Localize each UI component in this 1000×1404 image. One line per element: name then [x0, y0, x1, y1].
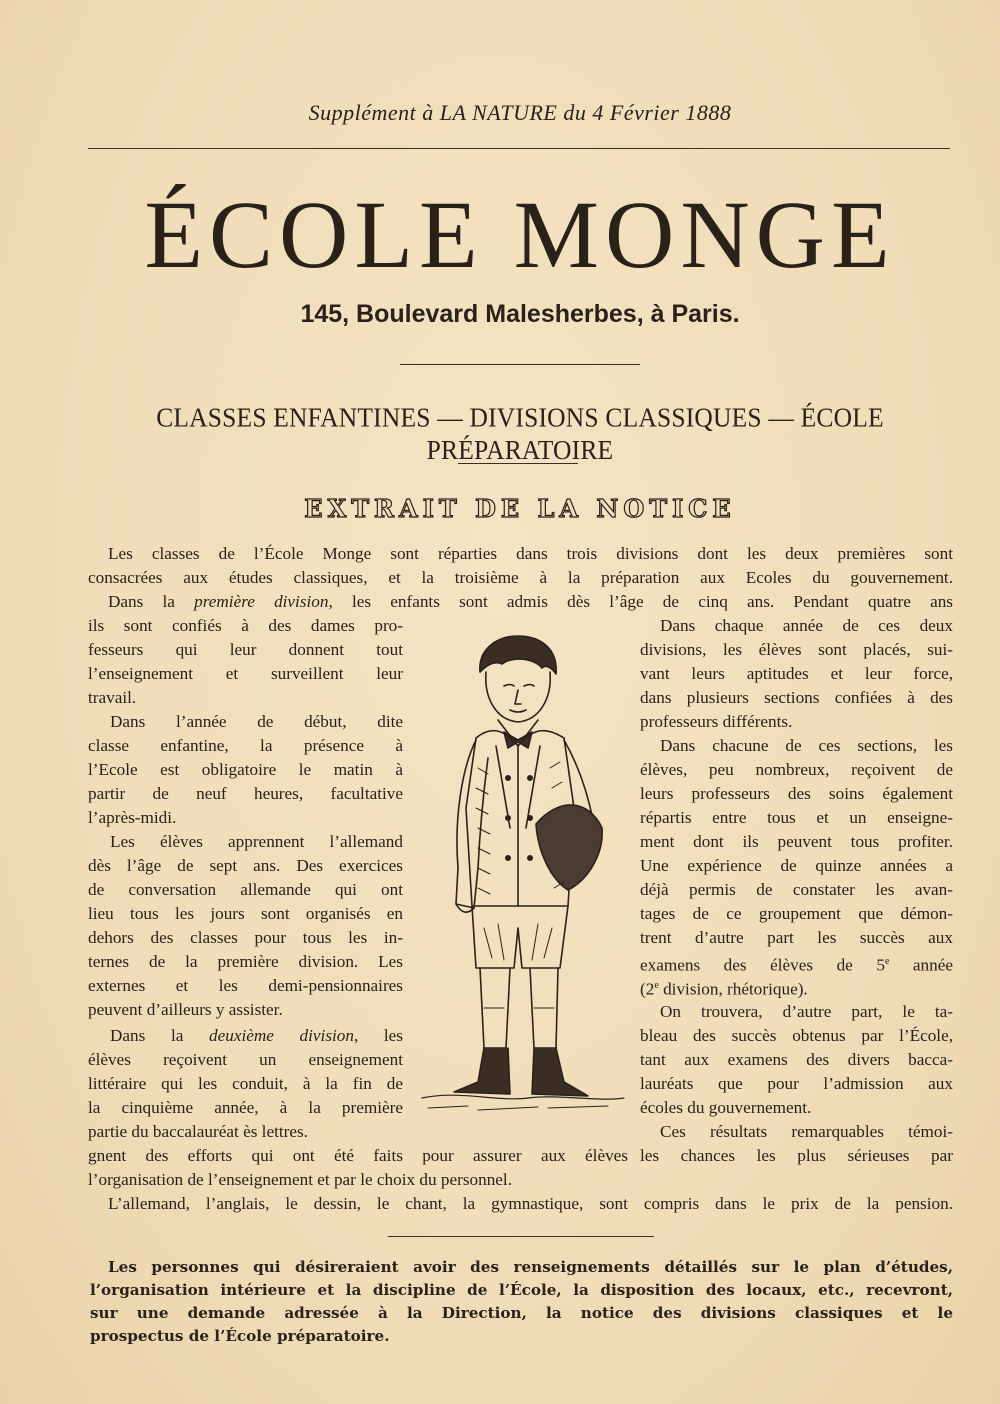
text-line: tages de ce groupement que démon-: [640, 904, 953, 923]
text-line: classe enfantine, la présence à: [88, 736, 403, 755]
text-line: peuvent d’ailleurs y assister.: [88, 1000, 283, 1019]
text-line: déjà permis de constater les avan-: [640, 880, 953, 899]
text-line: ils sont confiés à des dames pro-: [88, 616, 403, 635]
footer-line: prospectus de l’École préparatoire.: [90, 1327, 390, 1345]
text-line: ment dont ils peuvent tous profiter.: [640, 832, 953, 851]
text-line: dès l’âge de sept ans. Des exercices: [88, 856, 403, 875]
text-line: la cinquième année, à la première: [88, 1098, 403, 1117]
text-line: l’organisation de l’enseignement et par le choix du personnel.: [88, 1170, 512, 1189]
page-title: ÉCOLE MONGE: [144, 181, 896, 288]
text-line: Dans chacune de ces sections, les: [660, 736, 953, 755]
text-line: Dans chaque année de ces deux: [660, 616, 953, 635]
text-line: ternes de la première division. Les: [88, 952, 403, 971]
text-line: littéraire qui les conduit, à la fin de: [88, 1074, 403, 1093]
emphasis-premiere-division: première division: [194, 592, 329, 611]
text-line: l’après-midi.: [88, 808, 177, 827]
text-line: leurs professeurs des soins également: [640, 784, 953, 803]
text-line: l’Ecole est obligatoire le matin à: [88, 760, 403, 779]
text-line: de conversation allemande qui ont: [88, 880, 403, 899]
classes-line: CLASSES ENFANTINES — DIVISIONS CLASSIQUES — ÉCOLE PRÉPARATOIRE: [156, 401, 884, 466]
text-line: répartis entre tous et un enseigne-: [640, 808, 953, 827]
text-line: les chances les plus sérieuses par: [640, 1146, 953, 1165]
text-line: l’enseignement et surveillent leur: [88, 664, 403, 683]
text-line: élèves, peu nombreux, reçoivent de: [640, 760, 953, 779]
classes-rule: [458, 463, 578, 464]
text-line: Les élèves apprennent l’allemand: [110, 832, 403, 851]
section-title: EXTRAIT DE LA NOTICE: [304, 494, 736, 523]
schoolboy-illustration: [418, 628, 628, 1128]
text-line: Dans la deuxième division, les: [110, 1026, 403, 1045]
text-line: bleau des succès obtenus par l’École,: [640, 1026, 953, 1045]
address-rule: [400, 364, 640, 365]
text-line: élèves reçoivent un enseignement: [88, 1050, 403, 1069]
text-line: dehors des classes pour tous les in-: [88, 928, 403, 947]
text-line: externes et les demi-pensionnaires: [88, 976, 403, 995]
text-line: gnent des efforts qui ont été faits pour assurer aux élèves: [88, 1146, 628, 1165]
header-rule: [88, 148, 950, 149]
text-line: fesseurs qui leur donnent tout: [88, 640, 403, 659]
text-line: tant aux examens des divers bacca-: [640, 1050, 953, 1069]
supplement-header: Supplément à LA NATURE du 4 Février 1888: [308, 100, 732, 125]
closing-line: L’allemand, l’anglais, le dessin, le chant, la gymnastique, sont compris dans le prix de la pension.: [108, 1194, 953, 1213]
text-line: consacrées aux études classiques, et la troisième à la préparation aux Ecoles du gouvernement.: [88, 568, 953, 587]
text-line: Dans l’année de début, dite: [110, 712, 403, 731]
text-line: lieu tous les jours sont organisés en: [88, 904, 403, 923]
text-line: Ces résultats remarquables témoi-: [660, 1122, 953, 1141]
emphasis-deuxieme-division: deuxième division: [209, 1026, 354, 1045]
text-line: examens des élèves de 5e année: [640, 955, 953, 975]
text-line: Les classes de l’École Monge sont réparties dans trois divisions dont les deux premières sont: [108, 544, 953, 563]
text-line: travail.: [88, 688, 137, 707]
text-line: dans plusieurs sections confiées à des: [640, 688, 953, 707]
text-line: trent d’autre part les succès aux: [640, 928, 953, 947]
text-line: partir de neuf heures, facultative: [88, 784, 403, 803]
text-line: On trouvera, d’autre part, le ta-: [660, 1002, 953, 1021]
text-line: vant leurs aptitudes et leur force,: [640, 664, 953, 683]
text-line: Une expérience de quinze années a: [640, 856, 953, 875]
text-line: écoles du gouvernement.: [640, 1098, 812, 1117]
text-line: divisions, les élèves sont placés, sui-: [640, 640, 953, 659]
text-line: partie du baccalauréat ès lettres.: [88, 1122, 308, 1141]
text-line: Dans la première division, les enfants sont admis dès l’âge de cinq ans. Pendant quatre ans: [108, 592, 953, 611]
footer-line: l’organisation intérieure et la discipline de l’École, la disposition des locaux, etc., recevront,: [90, 1281, 953, 1299]
text-line: professeurs différents.: [640, 712, 793, 731]
address: 145, Boulevard Malesherbes, à Paris.: [300, 300, 740, 328]
footer-line: Les personnes qui désireraient avoir des renseignements détaillés sur le plan d’études,: [108, 1258, 953, 1276]
footer-rule: [388, 1236, 654, 1237]
footer-line: sur une demande adressée à la Direction, la notice des divisions classiques et le: [90, 1304, 953, 1322]
text-line: lauréats que pour l’admission aux: [640, 1074, 953, 1093]
text-line: (2e division, rhétorique).: [640, 979, 808, 999]
